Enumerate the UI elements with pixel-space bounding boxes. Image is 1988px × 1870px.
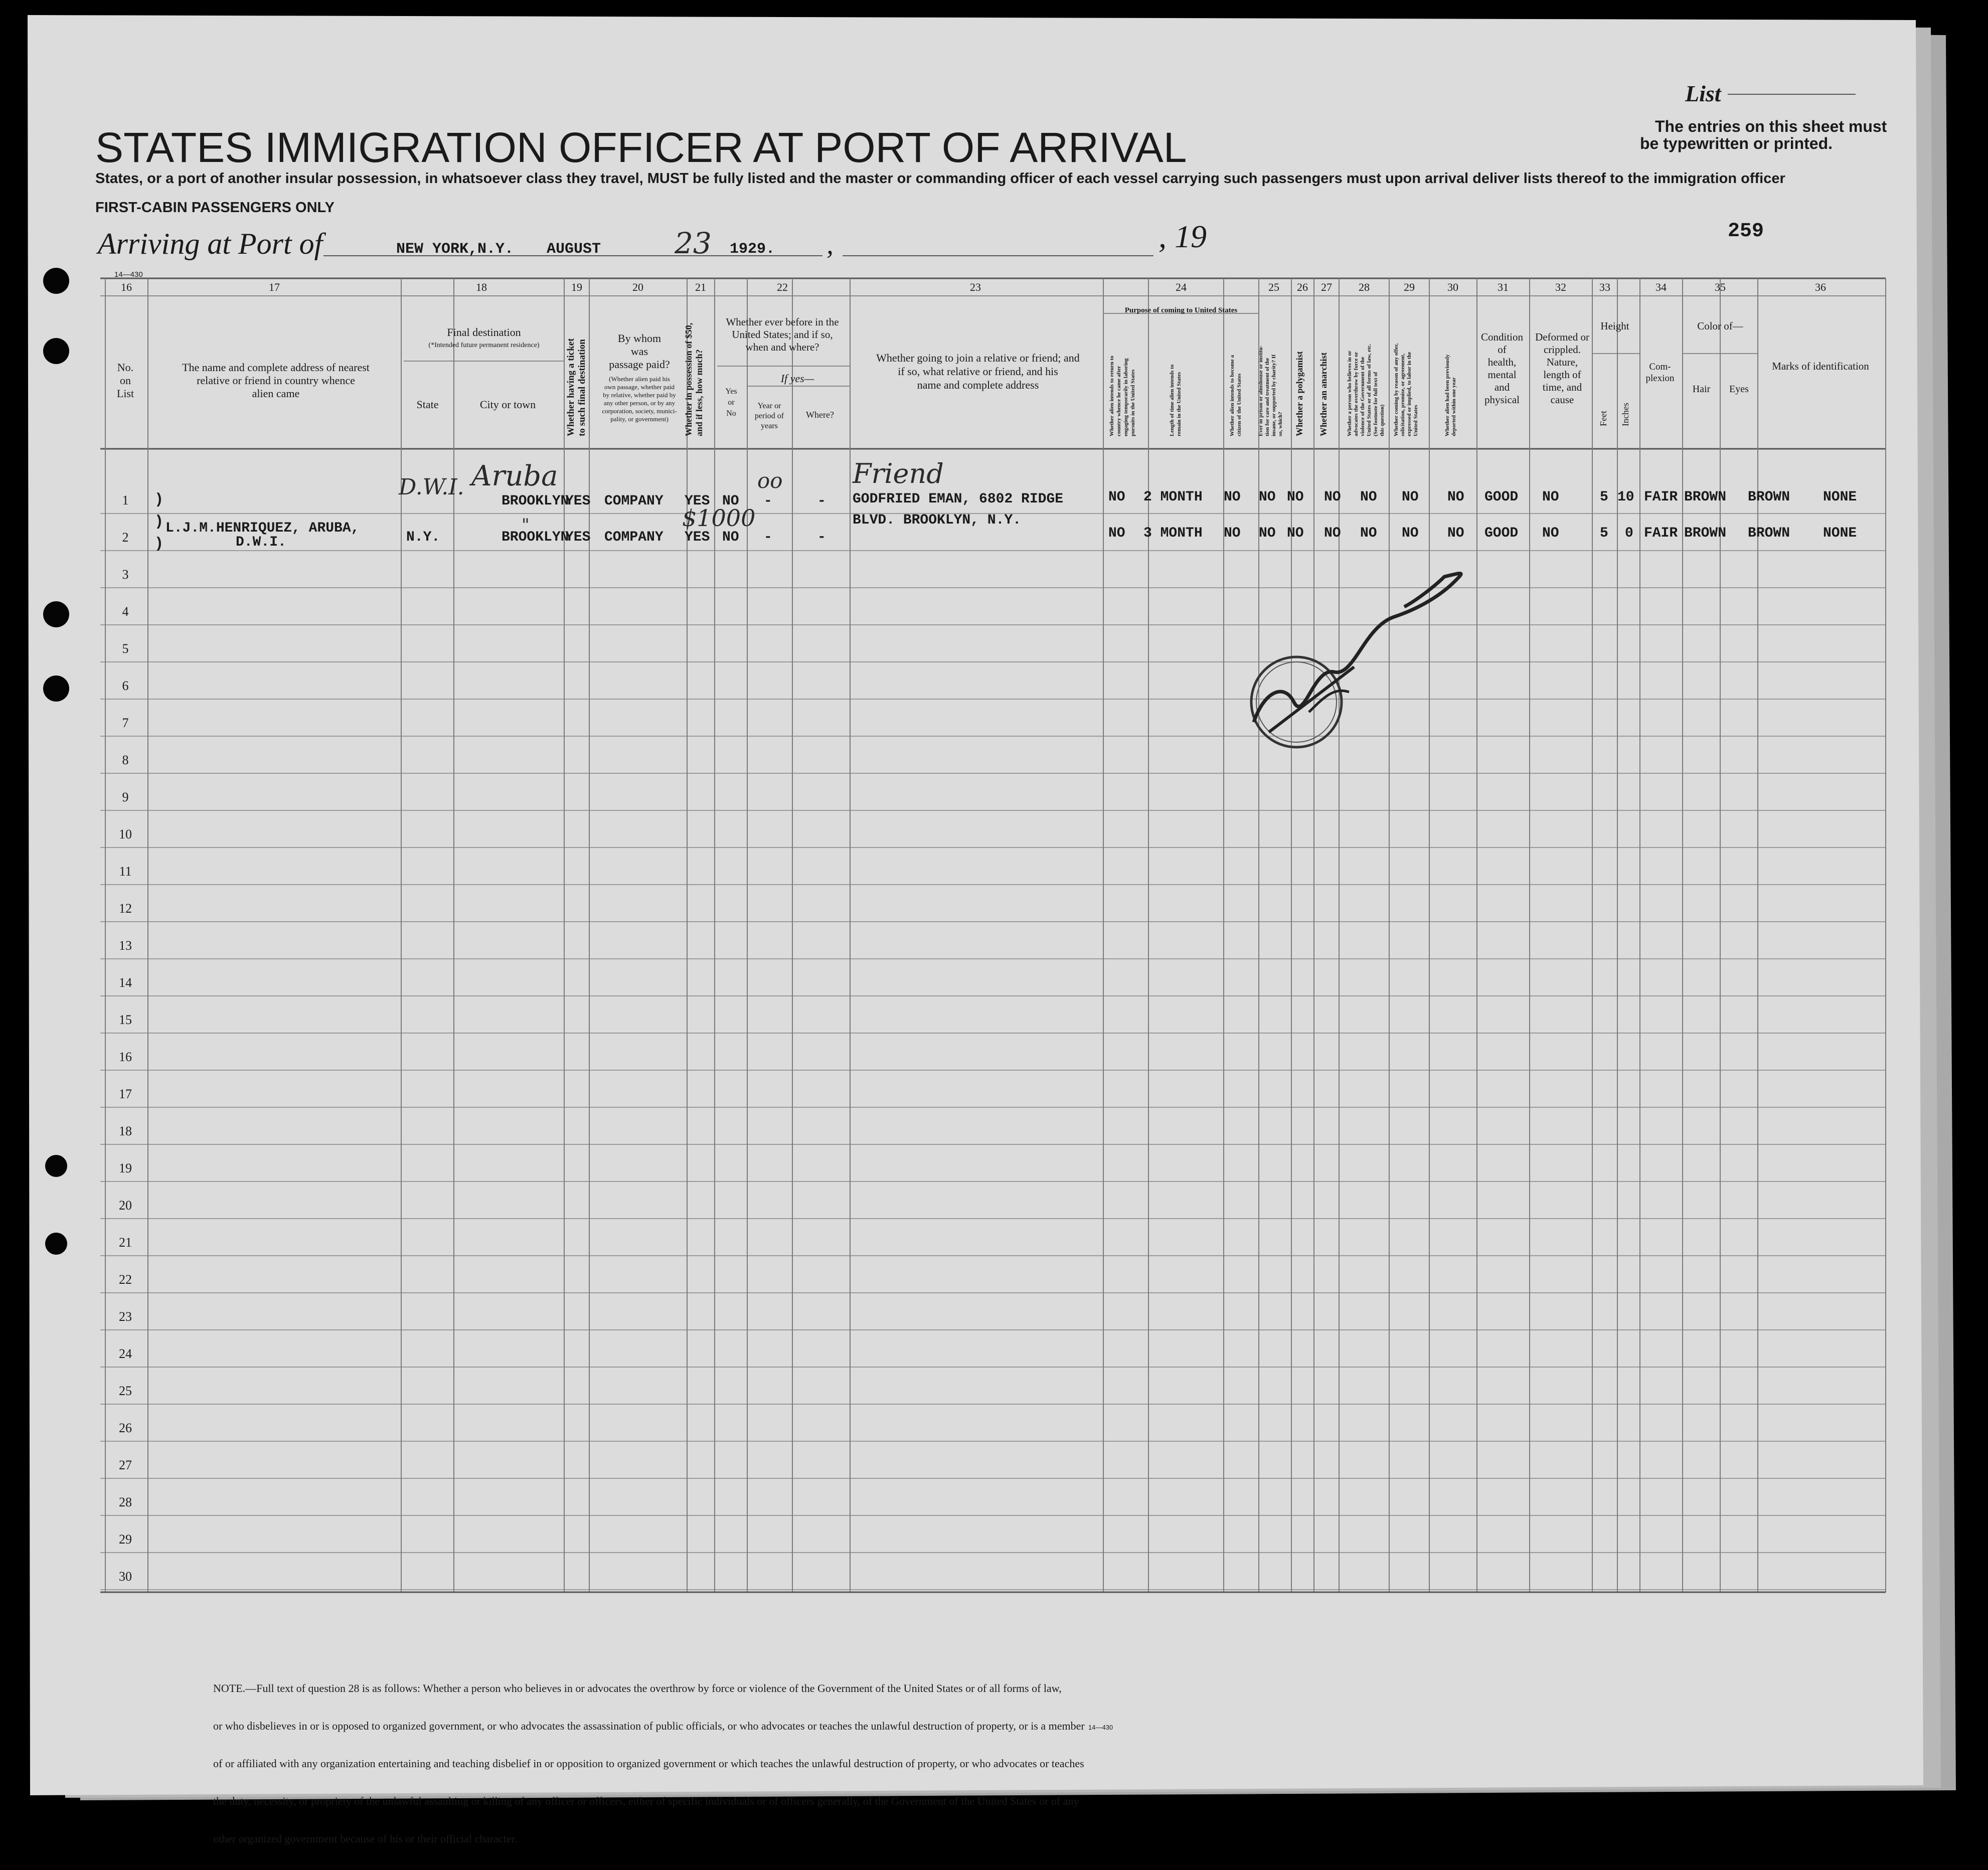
row-number: 30	[119, 1569, 132, 1584]
row-number: 5	[122, 641, 129, 656]
class-line: FIRST-CABIN PASSENGERS ONLY	[95, 200, 335, 216]
row-number: 27	[119, 1458, 132, 1472]
money: YES	[685, 530, 710, 545]
col29-header: Whether coming by reason of any offer, solicitation, promise, or agreement, expressed or implied, to labor in the United States	[1393, 343, 1419, 436]
punch-hole	[45, 1233, 67, 1255]
row-number: 10	[119, 827, 132, 841]
handwritten-state: D.W.I.	[399, 474, 464, 500]
column-number: 26	[1297, 281, 1308, 293]
col31-header: Condition of health, mental and physical	[1480, 331, 1523, 406]
complexion: FAIR	[1644, 526, 1678, 541]
return: NO	[1108, 489, 1125, 505]
row-number: 26	[119, 1421, 132, 1435]
column-number: 20	[632, 281, 643, 293]
footnote-code: 14—430	[1088, 1724, 1113, 1731]
polygamist: NO	[1287, 526, 1304, 541]
year: -	[764, 493, 772, 509]
deported: NO	[1447, 489, 1464, 505]
city: BROOKLYN	[502, 493, 569, 509]
handwritten-relation: Friend	[853, 458, 944, 489]
marks: NONE	[1823, 489, 1857, 505]
punch-hole	[43, 601, 69, 627]
col28-header: Whether a person who believes in or advocates the overthrow by force or violence of the Government of the United States or of all forms of law, etc. (See footnote for full text of this question)	[1347, 344, 1385, 436]
col35-title: Color of—	[1697, 320, 1743, 332]
relative-line-2: D.W.I.	[236, 535, 286, 550]
handwritten-money: $1000	[682, 504, 756, 532]
punch-hole	[43, 675, 69, 702]
year: -	[764, 530, 772, 545]
where: -	[817, 530, 826, 545]
bracket-1: )	[154, 491, 164, 508]
anarchist: NO	[1324, 489, 1341, 505]
row-number: 12	[119, 901, 132, 916]
date-comma: ,	[826, 229, 834, 260]
col18-state: State	[416, 398, 439, 411]
deformed: NO	[1542, 526, 1559, 541]
ticket: YES	[565, 530, 591, 545]
ticket: YES	[565, 493, 591, 509]
typewritten-note-1: The entries on this sheet must	[1655, 117, 1887, 135]
row-number: 28	[119, 1495, 132, 1509]
punch-hole	[43, 338, 69, 364]
column-number: 22	[777, 281, 788, 293]
column-number: 32	[1555, 281, 1566, 293]
row-number: 29	[119, 1532, 132, 1547]
row-number: 16	[119, 1050, 132, 1064]
row-number: 18	[119, 1124, 132, 1138]
col33-inches: Inches	[1620, 403, 1630, 426]
col24c-header: Whether alien intends to become a citizen of the United States	[1229, 355, 1242, 436]
list-label: List	[1685, 81, 1721, 106]
row-number: 21	[119, 1235, 132, 1250]
col17-header: The name and complete address of nearest relative or friend in country whence alien came	[182, 361, 370, 400]
col22-year: Year or period of years	[754, 402, 784, 430]
column-number: 17	[269, 281, 280, 293]
length: 3 MONTH	[1143, 526, 1203, 541]
citizen: NO	[1224, 526, 1241, 541]
citizen: NO	[1224, 489, 1241, 505]
inches: 0	[1625, 526, 1633, 541]
labor: NO	[1402, 526, 1419, 541]
punch-hole	[43, 268, 69, 294]
hair: BROWN	[1684, 526, 1727, 541]
col25-header: Ever in prison or almshouse or institu- tion for care and treatment of the insane, or supported by charity? If so, which?	[1258, 346, 1283, 436]
before: NO	[722, 493, 739, 509]
col35-hair: Hair	[1692, 384, 1711, 395]
labor: NO	[1402, 489, 1419, 505]
feet: 5	[1600, 526, 1608, 541]
where: -	[817, 493, 826, 509]
typewritten-note-2: be typewritten or printed.	[1640, 134, 1833, 152]
col23-header: Whether going to join a relative or friend; and if so, what relative or friend, and his name and complete address	[876, 352, 1080, 391]
marks: NONE	[1823, 526, 1857, 541]
paid-by: COMPANY	[604, 530, 664, 545]
state: N.Y.	[406, 530, 440, 545]
row-number: 3	[122, 567, 129, 582]
col35-eyes: Eyes	[1729, 384, 1749, 395]
footnote: NOTE.—Full text of question 28 is as follows: Whether a person who believes in or advocates the overthrow by force or violence of the Government of the United States or of all forms of law, or who disbelieves in or is opposed to organized government, or who advocates the assassination of public officials, or who advocates or teaches the unlawful destruction of property, or is a member of or affiliated with any organization entertaining and teaching disbelief in or opposition to organized government or which teaches the unlawful destruction of property, or who advocates or teaches the duty, necessity, or propriety of the unlawful assaulting or killing of any officer or officers, either of specific individuals or of officers generally, of the Government of the United States or of any other organized government because of his or their official character.	[213, 1682, 1085, 1845]
form-title: STATES IMMIGRATION OFFICER AT PORT OF ARRIVAL	[95, 124, 1187, 171]
prison: NO	[1259, 489, 1276, 505]
join-line-1: GODFRIED EMAN, 6802 RIDGE	[853, 491, 1064, 507]
col19-header: Whether having a ticket to such final destination	[566, 338, 587, 436]
form-code: 14—430	[114, 270, 143, 279]
col18-title: Final destination	[447, 326, 521, 338]
complexion: FAIR	[1644, 489, 1678, 505]
row-number: 1	[122, 493, 129, 507]
column-number: 18	[476, 281, 487, 293]
row-number: 11	[119, 864, 132, 879]
inches: 10	[1617, 489, 1634, 505]
handwritten-ditto: "	[522, 515, 530, 535]
column-number: 30	[1447, 281, 1458, 293]
col26-header: Whether a polygamist	[1294, 351, 1304, 436]
row-number: 23	[119, 1309, 132, 1324]
col36-header: Marks of identification	[1772, 360, 1869, 372]
col32-header: Deformed or crippled. Nature, length of time, and cause	[1535, 331, 1589, 406]
column-number: 28	[1359, 281, 1370, 293]
prison: NO	[1259, 526, 1276, 541]
before: NO	[722, 530, 739, 545]
col24-title: Purpose of coming to United States	[1124, 306, 1238, 314]
hair: BROWN	[1684, 489, 1727, 505]
health: GOOD	[1484, 489, 1519, 505]
col27-header: Whether an anarchist	[1318, 352, 1329, 436]
column-number: 33	[1599, 281, 1610, 293]
column-number: 19	[571, 281, 582, 293]
row-number: 8	[122, 753, 129, 767]
col33-title: Height	[1600, 320, 1629, 332]
nineteen-label: , 19	[1158, 219, 1207, 254]
col16-header: No. on List	[116, 361, 134, 400]
deformed: NO	[1542, 489, 1559, 505]
row-number: 2	[122, 530, 129, 545]
row-number: 17	[119, 1087, 132, 1101]
row-number: 14	[119, 975, 132, 990]
col18-note: (*Intended future permanent residence)	[428, 342, 540, 349]
column-number: 25	[1268, 281, 1279, 293]
row-number: 24	[119, 1346, 132, 1361]
row-number: 9	[122, 790, 129, 804]
col22-yesno: Yes or No	[725, 387, 737, 418]
row-number: 13	[119, 938, 132, 953]
paid-by: COMPANY	[604, 493, 664, 509]
col20-header: By whom was passage paid?	[609, 332, 670, 371]
day-value: 23	[675, 226, 712, 260]
punch-hole	[45, 1155, 67, 1177]
col20-note: (Whether alien paid his own passage, whether paid by relative, whether paid by any other person, or by any corporation, society, munici- pality, or government)	[602, 375, 677, 423]
col34-header: Com- plexion	[1645, 362, 1675, 384]
row-number: 22	[119, 1272, 132, 1287]
col21-header: Whether in possession of $50, and if less, how much?	[684, 322, 704, 436]
feet: 5	[1600, 489, 1608, 505]
col24b-header: Length of time alien intends to remain in the United States	[1169, 364, 1182, 436]
column-number: 35	[1715, 281, 1726, 293]
column-number: 21	[695, 281, 706, 293]
col22-ifyes: If yes—	[780, 372, 814, 385]
column-number: 24	[1176, 281, 1187, 293]
sheet-number: 259	[1728, 220, 1764, 243]
join-line-2: BLVD. BROOKLYN, N.Y.	[853, 513, 1022, 528]
eyes: BROWN	[1748, 489, 1790, 505]
row-number: 20	[119, 1198, 132, 1213]
overthrow: NO	[1360, 526, 1377, 541]
row-number: 25	[119, 1384, 132, 1398]
month-value: AUGUST	[547, 241, 601, 258]
bracket-2: )	[154, 514, 164, 531]
polygamist: NO	[1287, 489, 1304, 505]
bracket-3: )	[154, 536, 164, 553]
row-number: 15	[119, 1012, 132, 1027]
column-number: 23	[970, 281, 981, 293]
row-number: 7	[122, 716, 129, 730]
row-number: 6	[122, 678, 129, 693]
row-number: 19	[119, 1161, 132, 1175]
eyes: BROWN	[1748, 526, 1790, 541]
column-number: 36	[1815, 281, 1826, 293]
anarchist: NO	[1324, 526, 1341, 541]
return: NO	[1108, 526, 1125, 541]
column-number: 27	[1321, 281, 1332, 293]
handwritten-city: Aruba	[471, 460, 558, 492]
year-value: 1929.	[730, 241, 775, 258]
col30-header: Whether alien had been previously deported within one year	[1444, 354, 1457, 436]
col22-header: Whether ever before in the United States; and if so, when and where?	[726, 316, 839, 353]
instruction-line: States, or a port of another insular possession, in whatsoever class they travel, MUST be fully listed and the master or commanding officer of each vessel carrying such passengers must upon arrival deliver lists thereof to the immigration officer	[95, 171, 1785, 187]
row-number: 4	[122, 604, 129, 619]
arriving-label: Arriving at Port of	[98, 227, 323, 260]
col22-where: Where?	[806, 410, 834, 420]
column-number: 16	[121, 281, 132, 293]
column-number: 34	[1655, 281, 1667, 293]
health: GOOD	[1484, 526, 1519, 541]
column-number: 29	[1404, 281, 1415, 293]
column-number: 31	[1498, 281, 1509, 293]
port-value: NEW YORK,N.Y.	[396, 241, 514, 258]
col18-city: City or town	[479, 398, 536, 411]
relative-line-1: L.J.M.HENRIQUEZ, ARUBA,	[165, 521, 360, 536]
overthrow: NO	[1360, 489, 1377, 505]
money: YES	[685, 493, 710, 509]
handwritten-year: oo	[757, 468, 783, 493]
length: 2 MONTH	[1143, 489, 1203, 505]
col24a-header: Whether alien intends to return to country whence he came after engaging temporarily in laboring pursuits in the United States	[1109, 356, 1136, 436]
city: BROOKLYN	[502, 530, 569, 545]
col33-feet: Feet	[1598, 411, 1608, 426]
deported: NO	[1447, 526, 1464, 541]
